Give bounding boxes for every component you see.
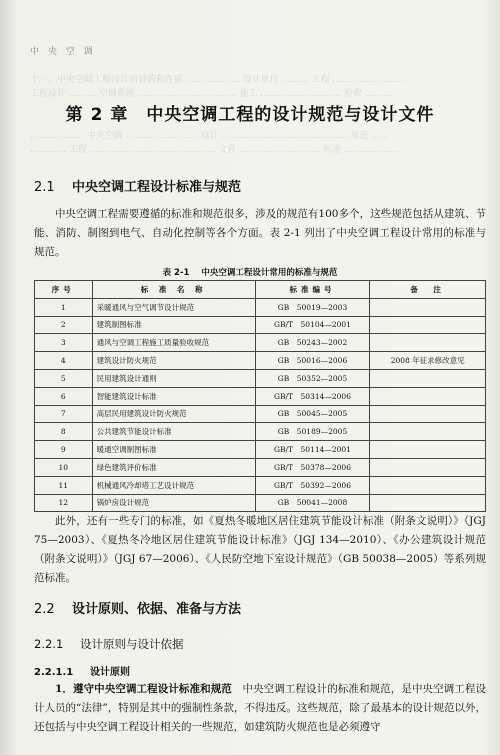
show-through-text: 十一、中央空调工程设计的目的和性质 ……………… 设计单位 ……… 工程 …………………… — [30, 75, 405, 85]
section-title — [34, 176, 241, 195]
show-through-text: ……………… 中央空调 …………………… 设计 …………………………………… 规范 …… — [30, 131, 390, 141]
row-note — [370, 441, 486, 459]
row-index: 1 — [35, 298, 93, 316]
row-code: GB/T 50104—2001 — [255, 316, 370, 334]
chapter-title — [0, 100, 500, 125]
table-row — [35, 423, 486, 441]
row-note — [370, 316, 486, 334]
row-name: 锅炉房设计规范 — [92, 494, 255, 512]
section-number: 2.1 — [34, 180, 55, 195]
after-table-paragraph: 此外，还有一些专门的标准，如《夏热冬暖地区居住建筑节能设计标准（附条文说明）》（JGJ 75—2003）、《夏热冬冷地区居住建筑节能设计标准》（JGJ 134—2010）、《办公建筑设计规范（附条文说明）》（JGJ 67—2006）、《人民防空地下室设计规范》（GB 50038—2005）等系列规范标准。 — [34, 515, 486, 584]
row-code: GB 50352—2005 — [255, 369, 370, 387]
table-caption — [0, 266, 500, 278]
row-note — [370, 423, 486, 441]
subsubsection-number: 2.2.1.1 — [34, 667, 74, 678]
row-note — [370, 387, 486, 405]
section-name: 中央空调工程设计标准与规范 — [72, 180, 242, 195]
row-code: GB 50041—2008 — [255, 494, 370, 512]
table-row — [35, 334, 486, 352]
table-row — [35, 405, 486, 423]
principle-1-paragraph — [34, 680, 486, 737]
row-name: 通风与空调工程施工质量验收规范 — [92, 334, 255, 352]
principle-1-text: 中央空调工程设计的标准和规范，是中央空调工程设计人员的“法律”，特别是其中的强制性条款，不得违反。这些规范，除了最基本的设计规范以外，还包括与中央空调工程设计相关的一些规范，如建筑防火规范也是必须遵守 — [34, 683, 486, 733]
row-name: 公共建筑节能设计标准 — [92, 423, 255, 441]
table-caption-text: 中央空调工程设计常用的标准与规范 — [201, 268, 338, 278]
row-name: 建筑制图标准 — [92, 316, 255, 334]
table-row — [35, 316, 486, 334]
standards-table — [34, 280, 486, 512]
row-name: 建筑设计防火规范 — [92, 352, 255, 370]
row-note — [370, 369, 486, 387]
row-index: 5 — [35, 369, 93, 387]
row-code: GB/T 50314—2006 — [255, 387, 370, 405]
row-index: 7 — [35, 405, 93, 423]
subsubsection-name: 设计原则 — [90, 667, 130, 678]
row-code: GB 50016—2006 — [255, 352, 370, 370]
table-row — [35, 476, 486, 494]
show-through-text: ………… 工程 …………………………………… 文件 ……………………… 标准 ……………… — [30, 145, 399, 155]
table-row — [35, 369, 486, 387]
row-name: 高层民用建筑设计防火规范 — [92, 405, 255, 423]
intro-paragraph: 中央空调工程需要遵循的标准和规范很多，涉及的规范有100多个，这些规范包括从建筑、节能、消防、制图到电气、自动化控制等各个方面。表 2-1 列出了中央空调工程设计常用的标准与规范。 — [34, 208, 486, 258]
show-through-text: 工程设计 ……… 空调系统 …………………………… 施工 ……………………… 验收 ……… — [30, 89, 393, 99]
subsubsection-title — [34, 663, 130, 678]
row-note: 2008 年征求修改意见 — [370, 352, 486, 370]
row-index: 6 — [35, 387, 93, 405]
row-code: GB 50045—2005 — [255, 405, 370, 423]
row-name: 暖通空调制图标准 — [92, 441, 255, 459]
column-header-name: 标 准 名 称 — [92, 281, 255, 299]
table-row — [35, 352, 486, 370]
row-name: 机械通风冷却塔工艺设计规范 — [92, 476, 255, 494]
row-index: 3 — [35, 334, 93, 352]
row-index: 12 — [35, 494, 93, 512]
running-head: 中 央 空 调 — [30, 47, 96, 57]
table-row — [35, 298, 486, 316]
row-note — [370, 334, 486, 352]
row-code: GB 50189—2005 — [255, 423, 370, 441]
row-name: 绿色建筑评价标准 — [92, 458, 255, 476]
row-index: 11 — [35, 476, 93, 494]
section-number: 2.2 — [34, 602, 55, 617]
row-code: GB/T 50378—2006 — [255, 458, 370, 476]
table-caption-number: 表 2-1 — [162, 268, 190, 278]
section-name: 设计原则、依据、准备与方法 — [72, 602, 242, 617]
row-index: 8 — [35, 423, 93, 441]
row-index: 9 — [35, 441, 93, 459]
row-name: 采暖通风与空气调节设计规范 — [92, 298, 255, 316]
chapter-number: 第 2 章 — [65, 105, 129, 125]
row-index: 4 — [35, 352, 93, 370]
row-note — [370, 458, 486, 476]
row-code: GB/T 50114—2001 — [255, 441, 370, 459]
row-note — [370, 298, 486, 316]
table-row — [35, 458, 486, 476]
row-code: GB 50019—2003 — [255, 298, 370, 316]
principle-1-lead: 1．遵守中央空调工程设计标准和规范 — [55, 683, 232, 695]
table-header-row — [35, 281, 486, 299]
row-note — [370, 494, 486, 512]
row-index: 2 — [35, 316, 93, 334]
column-header-code: 标准编号 — [255, 281, 370, 299]
row-index: 10 — [35, 458, 93, 476]
table-row — [35, 441, 486, 459]
row-name: 民用建筑设计通则 — [92, 369, 255, 387]
section-title — [34, 598, 241, 617]
row-name: 智能建筑设计标准 — [92, 387, 255, 405]
subsection-title — [34, 636, 184, 652]
table-row — [35, 494, 486, 512]
row-code: GB 50243—2002 — [255, 334, 370, 352]
column-header-index: 序号 — [35, 281, 93, 299]
row-note — [370, 405, 486, 423]
row-code: GB/T 50392—2006 — [255, 476, 370, 494]
table-row — [35, 387, 486, 405]
column-header-note: 备 注 — [370, 281, 486, 299]
subsection-name: 设计原则与设计依据 — [80, 637, 184, 651]
chapter-name: 中央空调工程的设计规范与设计文件 — [146, 105, 435, 125]
subsection-number: 2.2.1 — [34, 637, 64, 651]
row-note — [370, 476, 486, 494]
